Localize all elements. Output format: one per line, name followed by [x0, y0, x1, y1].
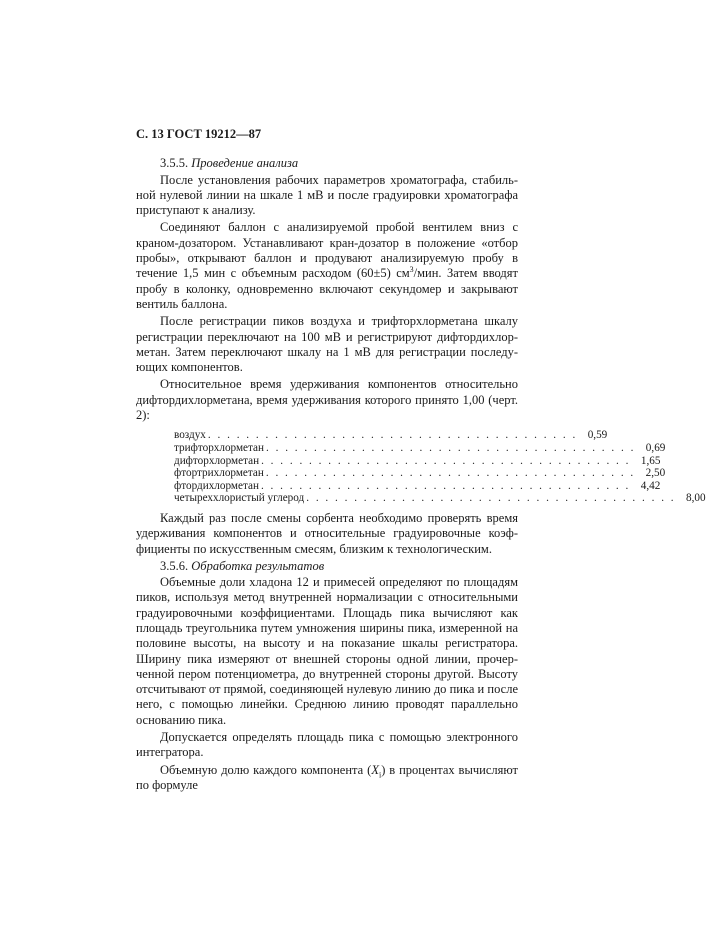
paragraph: Каждый раз после смены сорбента необходимо проверять время удерживания компонентов и относительные градуировочные коэффициенты по искусственным смесям, близким к технологическим.	[136, 510, 518, 556]
paragraph-text: ) в процентах вычисляют по формуле	[136, 762, 519, 792]
subscript: i	[378, 770, 382, 780]
section-number: 3.5.6.	[160, 558, 189, 573]
paragraph	[136, 763, 518, 794]
list-item	[174, 429, 608, 442]
paragraph	[136, 220, 518, 312]
dot-leader: . . . . . . . . . . . . . . . . . . . . . . . . . . . . . . . . . . . . . . .	[207, 429, 578, 442]
component-name: воздух	[174, 429, 206, 442]
list-item	[174, 441, 666, 455]
page-content	[136, 127, 706, 795]
retention-time-list	[174, 429, 706, 505]
superscript: 3	[409, 265, 414, 275]
list-item	[174, 467, 666, 480]
component-name: фтортрихлорметан	[174, 467, 264, 480]
retention-value: 4,42	[640, 479, 661, 492]
dot-leader: . . . . . . . . . . . . . . . . . . . . . . . . . . . . . . . . . . . . . . .	[261, 454, 631, 467]
component-name: четыреххлористый углерод	[174, 492, 305, 505]
section-3-5-5-heading	[136, 156, 518, 171]
variable: X	[371, 762, 379, 777]
dot-leader: . . . . . . . . . . . . . . . . . . . . . . . . . . . . . . . . . . . . . . .	[260, 479, 631, 492]
component-name: трифторхлорметан	[174, 441, 265, 454]
dot-leader: . . . . . . . . . . . . . . . . . . . . . . . . . . . . . . . . . . . . . . .	[306, 492, 676, 505]
list-item	[174, 479, 661, 493]
paragraph: Объемные доли хладона 12 и примесей определяют по площадям пиков, используя метод внутренней нормализации с относительными градуировочными коэффициентами. Площадь пика вычисляют как площадь треугольника путем умножения ширины пика, измеренной на половине высоты, на высоту и на показание шкалы регистратора. Ширину пика измеряют от внешней стороны одной линии, прочерченной пером потенциометра, до внутренней стороны другой. Высоту отсчитывают от прямой, соединяющей нулевую линию до пика и после него, с помощью линейки. Среднюю линию проводят параллельно основанию пика.	[136, 575, 518, 727]
list-item	[174, 454, 661, 468]
paragraph: Допускается определять площадь пика с помощью электронного интегратора.	[136, 730, 518, 760]
paragraph: После регистрации пиков воздуха и трифторхлорметана шкалу регистрации переключают на 100 мВ и регистрируют дифтордихлорметан. Затем переключают шкалу на 1 мВ для регистрации последующих компонентов.	[136, 314, 518, 375]
paragraph: Относительное время удерживания компонентов относительно дифтордихлорметана, время удерживания которого принято 1,00 (черт. 2):	[136, 377, 518, 423]
retention-value: 2,50	[645, 467, 666, 480]
retention-value: 0,69	[645, 441, 666, 454]
section-title: Обработка результатов	[191, 558, 325, 573]
paragraph-text: /мин. Затем вводят пробу в колонку, одновременно включают секундомер и закрывают вентиль баллона.	[136, 266, 518, 311]
component-name: дифторхлорметан	[174, 454, 260, 467]
component-name: фтордихлорметан	[174, 479, 259, 492]
page-header: С. 13 ГОСТ 19212—87	[136, 127, 262, 141]
section-3-5-6-heading	[136, 559, 518, 574]
paragraph: После установления рабочих параметров хроматографа, стабильной нулевой линии на шкале 1 мВ и после градуировки хроматографа приступают к анализу.	[136, 172, 518, 218]
dot-leader: . . . . . . . . . . . . . . . . . . . . . . . . . . . . . . . . . . . . . . .	[266, 441, 636, 454]
retention-value: 8,00	[686, 492, 706, 505]
retention-value: 0,59	[587, 429, 608, 442]
paragraph-text: Объемную долю каждого компонента (	[160, 762, 372, 777]
dot-leader: . . . . . . . . . . . . . . . . . . . . . . . . . . . . . . . . . . . . . . .	[265, 467, 636, 480]
section-number: 3.5.5.	[160, 156, 189, 171]
section-title: Проведение анализа	[191, 156, 299, 171]
list-item	[174, 492, 706, 505]
retention-value: 1,65	[640, 454, 661, 467]
paragraph-text: Соединяют баллон с анализируемой пробой вентилем вниз с краном-дозатором. Устанавливают кран-дозатор в положение «отбор пробы», открывают баллон и продувают анализируемую пробу в течение 1,5 мин с объемным расходом (60±5) см	[136, 220, 518, 281]
